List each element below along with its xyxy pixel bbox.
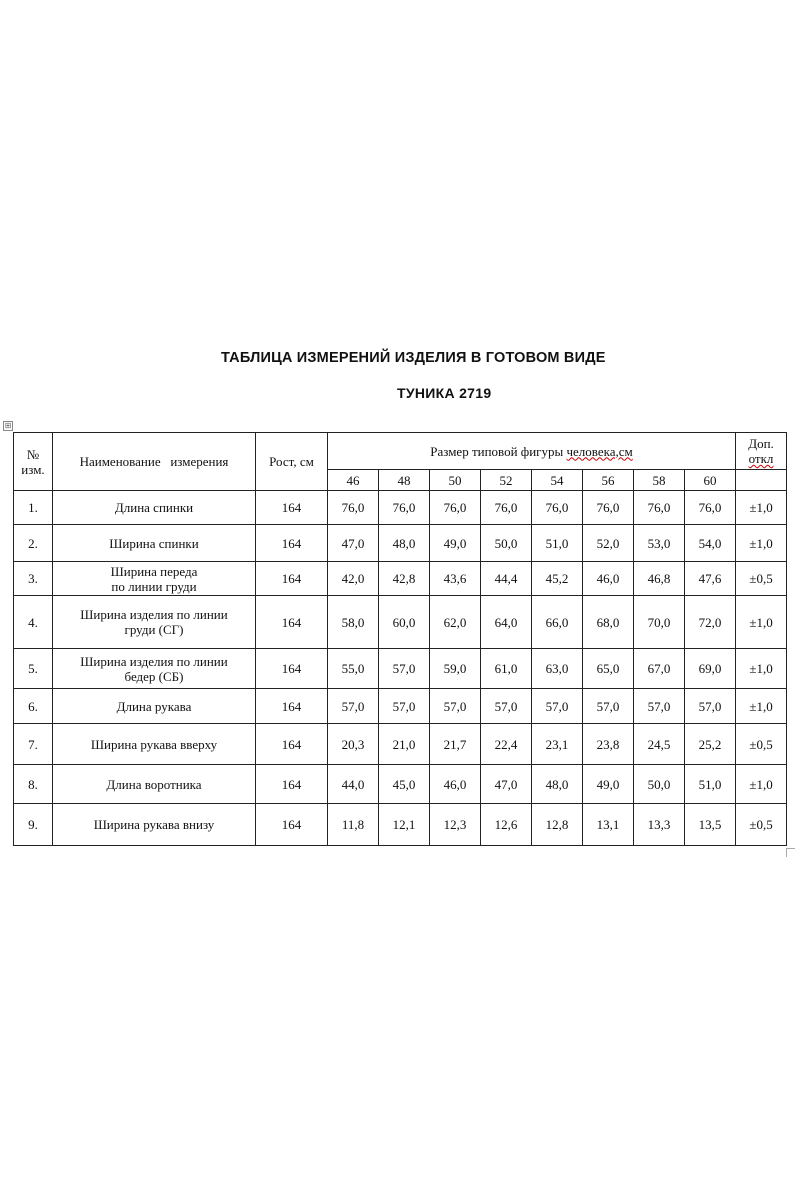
size-value: 76,0	[328, 491, 379, 525]
size-value: 46,8	[634, 562, 685, 596]
size-value: 50,0	[634, 765, 685, 804]
size-value: 55,0	[328, 649, 379, 689]
size-value: 57,0	[481, 689, 532, 724]
size-value: 76,0	[532, 491, 583, 525]
measurement-name	[53, 562, 256, 596]
size-header-cell: 54	[532, 470, 583, 491]
size-value: 76,0	[634, 491, 685, 525]
table-row	[14, 724, 787, 765]
table-end-marker	[786, 848, 795, 857]
size-group-header	[328, 433, 736, 470]
measurement-name	[53, 649, 256, 689]
size-value: 22,4	[481, 724, 532, 765]
row-number: 6.	[14, 689, 53, 724]
measurement-name	[53, 765, 256, 804]
measurement-name-line: Ширина изделия по линии	[80, 607, 228, 622]
size-value: 63,0	[532, 649, 583, 689]
table-row	[14, 525, 787, 562]
size-value: 51,0	[685, 765, 736, 804]
size-value: 46,0	[430, 765, 481, 804]
tolerance-value: ±0,5	[736, 804, 787, 846]
size-value: 11,8	[328, 804, 379, 846]
size-value: 57,0	[328, 689, 379, 724]
table-row	[14, 562, 787, 596]
size-value: 13,1	[583, 804, 634, 846]
table-row	[14, 596, 787, 649]
size-value: 62,0	[430, 596, 481, 649]
size-value: 57,0	[379, 649, 430, 689]
measurement-name-line: Длина спинки	[114, 500, 194, 515]
size-value: 59,0	[430, 649, 481, 689]
size-value: 47,0	[481, 765, 532, 804]
size-value: 64,0	[481, 596, 532, 649]
name-header: Наименование измерения	[53, 433, 256, 491]
measurement-name	[53, 596, 256, 649]
row-number: 4.	[14, 596, 53, 649]
measurement-name	[53, 525, 256, 562]
size-value: 13,3	[634, 804, 685, 846]
size-value: 58,0	[328, 596, 379, 649]
size-group-label: Размер типовой фигуры	[430, 443, 564, 459]
height-value: 164	[256, 724, 328, 765]
size-value: 67,0	[634, 649, 685, 689]
size-header-cell: 48	[379, 470, 430, 491]
size-value: 76,0	[583, 491, 634, 525]
size-value: 57,0	[379, 689, 430, 724]
size-value: 47,6	[685, 562, 736, 596]
height-value: 164	[256, 689, 328, 724]
row-number: 8.	[14, 765, 53, 804]
size-value: 12,3	[430, 804, 481, 846]
size-value: 70,0	[634, 596, 685, 649]
tolerance-header-line1: Доп.	[748, 436, 774, 451]
size-value: 54,0	[685, 525, 736, 562]
tolerance-size-empty-cell	[736, 470, 787, 491]
tolerance-value: ±1,0	[736, 689, 787, 724]
measurement-name	[53, 724, 256, 765]
table-row	[14, 491, 787, 525]
product-subtitle: ТУНИКА 2719	[397, 385, 492, 401]
table-row	[14, 804, 787, 846]
size-value: 57,0	[685, 689, 736, 724]
table-row	[14, 689, 787, 724]
size-value: 60,0	[379, 596, 430, 649]
table-row	[14, 649, 787, 689]
size-value: 44,4	[481, 562, 532, 596]
measurement-name-line: Ширина спинки	[109, 535, 199, 551]
size-value: 25,2	[685, 724, 736, 765]
size-value: 20,3	[328, 724, 379, 765]
measurement-name-line: Ширина переда	[110, 563, 198, 579]
tolerance-header	[736, 433, 787, 470]
size-value: 76,0	[481, 491, 532, 525]
size-value: 12,6	[481, 804, 532, 846]
size-value: 45,0	[379, 765, 430, 804]
size-value: 57,0	[583, 689, 634, 724]
tolerance-value: ±1,0	[736, 649, 787, 689]
size-value: 65,0	[583, 649, 634, 689]
row-number: 2.	[14, 525, 53, 562]
row-number: 5.	[14, 649, 53, 689]
row-number: 9.	[14, 804, 53, 846]
measurement-name	[53, 804, 256, 846]
size-header-cell: 58	[634, 470, 685, 491]
size-header-cell: 60	[685, 470, 736, 491]
tolerance-value: ±0,5	[736, 562, 787, 596]
measurements-table	[13, 432, 787, 846]
tolerance-header-line2: откл	[748, 451, 774, 466]
tolerance-value: ±1,0	[736, 525, 787, 562]
table-move-handle-icon[interactable]: ⊞	[4, 421, 12, 430]
row-number: 1.	[14, 491, 53, 525]
size-value: 45,2	[532, 562, 583, 596]
size-value: 12,1	[379, 804, 430, 846]
size-value: 44,0	[328, 765, 379, 804]
height-value: 164	[256, 525, 328, 562]
measurement-name	[53, 689, 256, 724]
size-value: 13,5	[685, 804, 736, 846]
size-header-cell: 46	[328, 470, 379, 491]
size-header-cell: 52	[481, 470, 532, 491]
size-value: 57,0	[430, 689, 481, 724]
height-value: 164	[256, 562, 328, 596]
size-value: 42,8	[379, 562, 430, 596]
page-title: ТАБЛИЦА ИЗМЕРЕНИЙ ИЗДЕЛИЯ В ГОТОВОМ ВИДЕ	[221, 350, 606, 366]
size-value: 23,1	[532, 724, 583, 765]
size-value: 21,0	[379, 724, 430, 765]
measurement-name-line: бедер (СБ)	[124, 668, 184, 684]
size-value: 52,0	[583, 525, 634, 562]
measurement-name-line: груди (СГ)	[124, 622, 184, 637]
size-value: 43,6	[430, 562, 481, 596]
height-header: Рост, см	[256, 433, 328, 491]
tolerance-value: ±1,0	[736, 596, 787, 649]
height-value: 164	[256, 765, 328, 804]
measurement-name	[53, 491, 256, 525]
size-value: 69,0	[685, 649, 736, 689]
size-value: 57,0	[532, 689, 583, 724]
size-value: 49,0	[583, 765, 634, 804]
size-value: 68,0	[583, 596, 634, 649]
tolerance-value: ±1,0	[736, 765, 787, 804]
size-value: 24,5	[634, 724, 685, 765]
num-header-symbol: №	[26, 446, 40, 462]
num-header	[14, 433, 53, 491]
size-value: 76,0	[379, 491, 430, 525]
size-header-cell: 50	[430, 470, 481, 491]
row-number: 7.	[14, 724, 53, 765]
size-value: 46,0	[583, 562, 634, 596]
tolerance-value: ±0,5	[736, 724, 787, 765]
size-value: 66,0	[532, 596, 583, 649]
measurement-name-line: Ширина рукава внизу	[93, 817, 215, 832]
size-header-cell: 56	[583, 470, 634, 491]
tolerance-value: ±1,0	[736, 491, 787, 525]
size-value: 76,0	[685, 491, 736, 525]
size-value: 42,0	[328, 562, 379, 596]
size-value: 21,7	[430, 724, 481, 765]
measurement-name-line: Ширина изделия по линии	[80, 653, 228, 669]
size-value: 49,0	[430, 525, 481, 562]
size-value: 12,8	[532, 804, 583, 846]
size-value: 51,0	[532, 525, 583, 562]
header-row	[14, 433, 787, 470]
height-value: 164	[256, 649, 328, 689]
height-value: 164	[256, 491, 328, 525]
size-value: 53,0	[634, 525, 685, 562]
size-value: 61,0	[481, 649, 532, 689]
table-row	[14, 765, 787, 804]
size-value: 47,0	[328, 525, 379, 562]
size-value: 48,0	[379, 525, 430, 562]
size-group-label-person: человека,см	[566, 443, 633, 459]
row-number: 3.	[14, 562, 53, 596]
measurement-name-line: Длина рукава	[116, 698, 192, 714]
measurement-name-line: Ширина рукава вверху	[90, 736, 218, 752]
size-value: 50,0	[481, 525, 532, 562]
num-header-label: изм.	[21, 461, 45, 477]
size-value: 57,0	[634, 689, 685, 724]
size-value: 72,0	[685, 596, 736, 649]
height-value: 164	[256, 596, 328, 649]
size-value: 48,0	[532, 765, 583, 804]
size-value: 23,8	[583, 724, 634, 765]
measurement-name-line: по линии груди	[111, 578, 197, 594]
height-value: 164	[256, 804, 328, 846]
measurement-name-line: Длина воротника	[106, 776, 202, 792]
size-value: 76,0	[430, 491, 481, 525]
